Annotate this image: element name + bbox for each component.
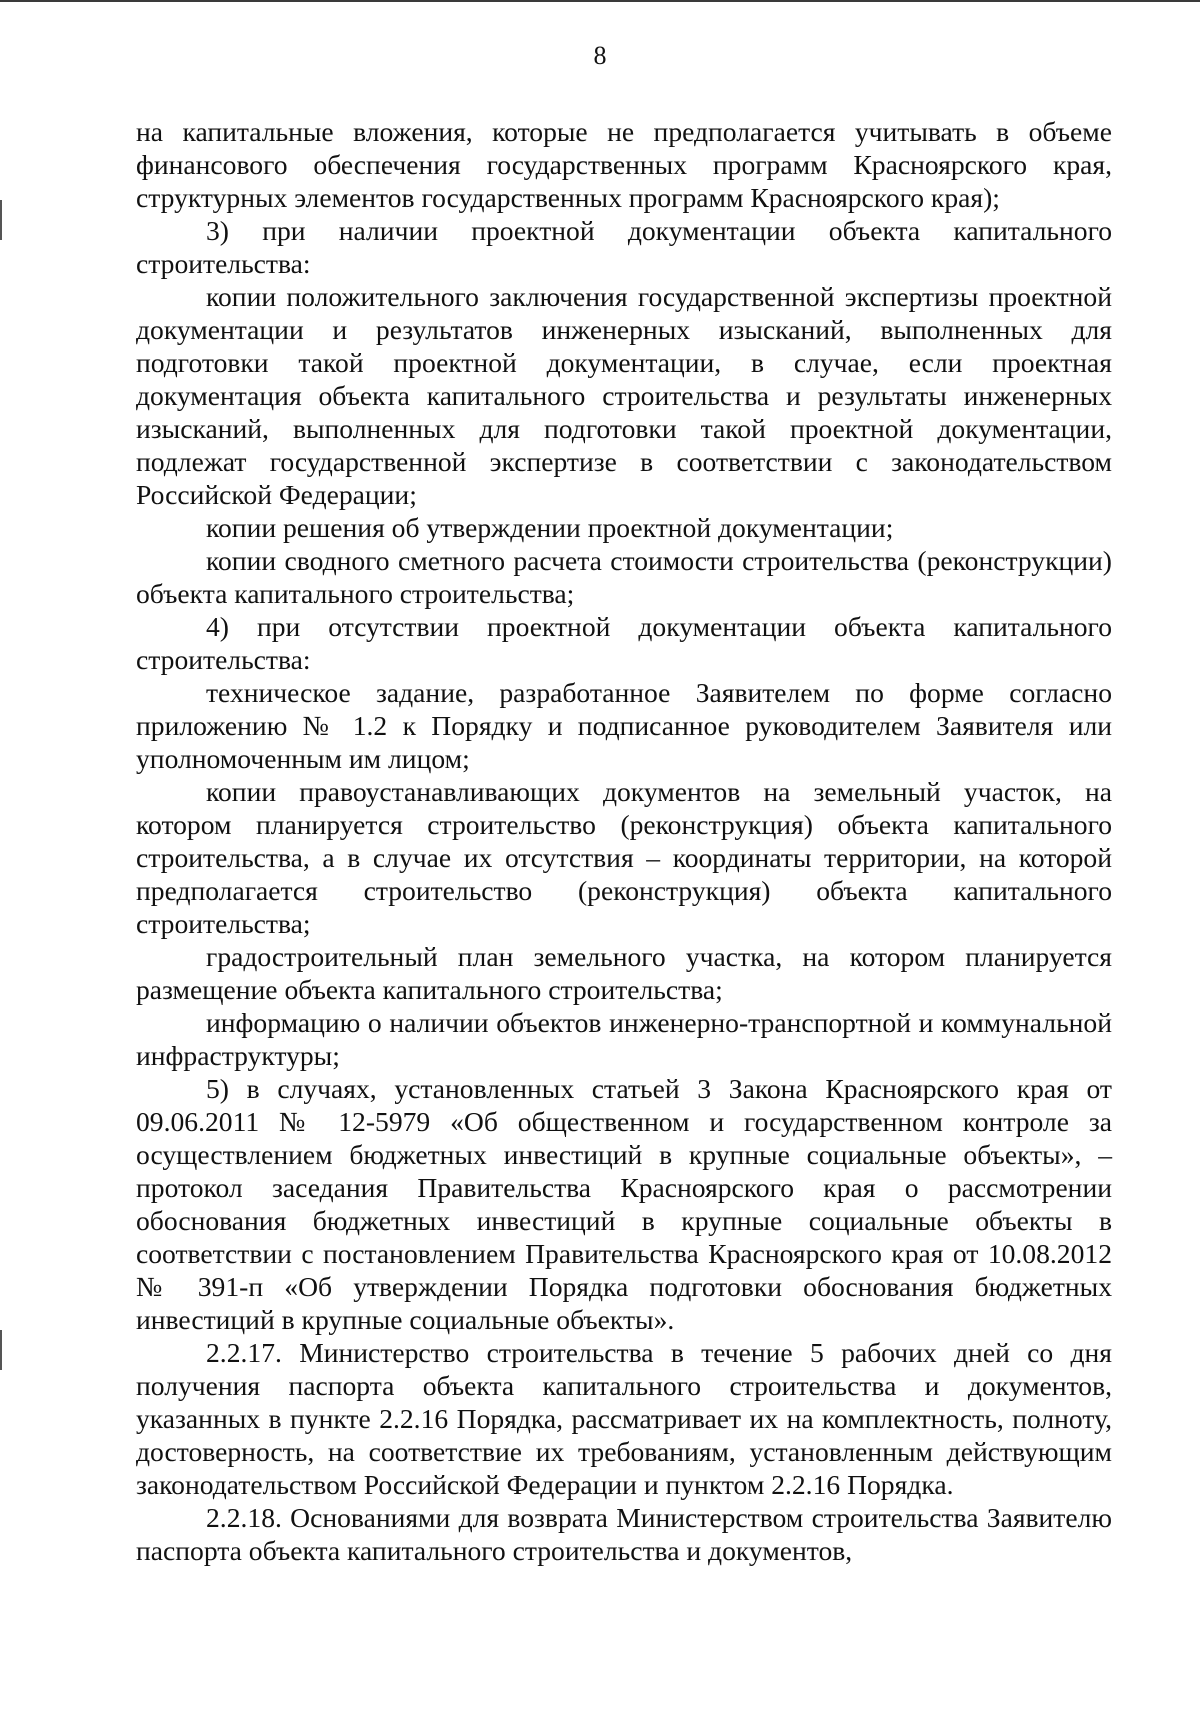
paragraph: градостроительный план земельного участка, на котором планируется размещение объекта капитального строительства; xyxy=(136,941,1112,1005)
paragraph: на капитальные вложения, которые не предполагается учитывать в объеме финансового обеспечения государственных программ Красноярского края, структурных элементов государственных программ Красноярского края); xyxy=(136,116,1112,213)
page-number: 8 xyxy=(593,41,607,70)
paragraph: 3) при наличии проектной документации объекта капитального строительства: xyxy=(136,215,1112,279)
paragraph: 2.2.18. Основаниями для возврата Министерством строительства Заявителю паспорта объекта капитального строительства и документов, xyxy=(136,1502,1112,1566)
paragraph: 5) в случаях, установленных статьей 3 Закона Красноярского края от 09.06.2011 № 12-5979 «Об общественном и государственном контроле за осуществлением бюджетных инвестиций в крупные социальные объекты», – протокол заседания Правительства Красноярского края о рассмотрении обоснования бюджетных инвестиций в крупные социальные объекты в соответствии с постановлением Правительства Красноярского края от 10.08.2012 № 391-п «Об утверждении Порядка подготовки обоснования бюджетных инвестиций в крупные социальные объекты». xyxy=(136,1073,1112,1335)
paragraph: информацию о наличии объектов инженерно-транспортной и коммунальной инфраструктуры; xyxy=(136,1007,1112,1071)
paragraph: копии решения об утверждении проектной документации; xyxy=(206,512,894,543)
paragraph: копии сводного сметного расчета стоимости строительства (реконструкции) объекта капитального строительства; xyxy=(136,545,1112,609)
scan-top-edge xyxy=(0,0,1200,2)
paragraph: 4) при отсутствии проектной документации объекта капитального строительства: xyxy=(136,611,1112,675)
paragraph: 2.2.17. Министерство строительства в течение 5 рабочих дней со дня получения паспорта объекта капитального строительства и документов, указанных в пункте 2.2.16 Порядка, рассматривает их на комплектность, полноту, достоверность, на соответствие их требованиям, установленным действующим законодательством Российской Федерации и пунктом 2.2.16 Порядка. xyxy=(136,1337,1112,1500)
paragraph: техническое задание, разработанное Заявителем по форме согласно приложению № 1.2 к Порядку и подписанное руководителем Заявителя или уполномоченным им лицом; xyxy=(136,677,1112,774)
paragraph: копии правоустанавливающих документов на земельный участок, на котором планируется строительство (реконструкция) объекта капитального строительства, а в случае их отсутствия – координаты территории, на которой предполагается строительство (реконструкция) объекта капитального строительства; xyxy=(136,776,1112,939)
scan-left-edge-mark xyxy=(0,1330,2,1370)
document-body xyxy=(136,115,1112,1567)
scan-left-edge-mark xyxy=(0,200,2,240)
paragraph: копии положительного заключения государственной экспертизы проектной документации и результатов инженерных изысканий, выполненных для подготовки такой проектной документации, в случае, если проектная документация объекта капитального строительства и результаты инженерных изысканий, выполненных для подготовки такой проектной документации, подлежат государственной экспертизе в соответствии с законодательством Российской Федерации; xyxy=(136,281,1112,510)
